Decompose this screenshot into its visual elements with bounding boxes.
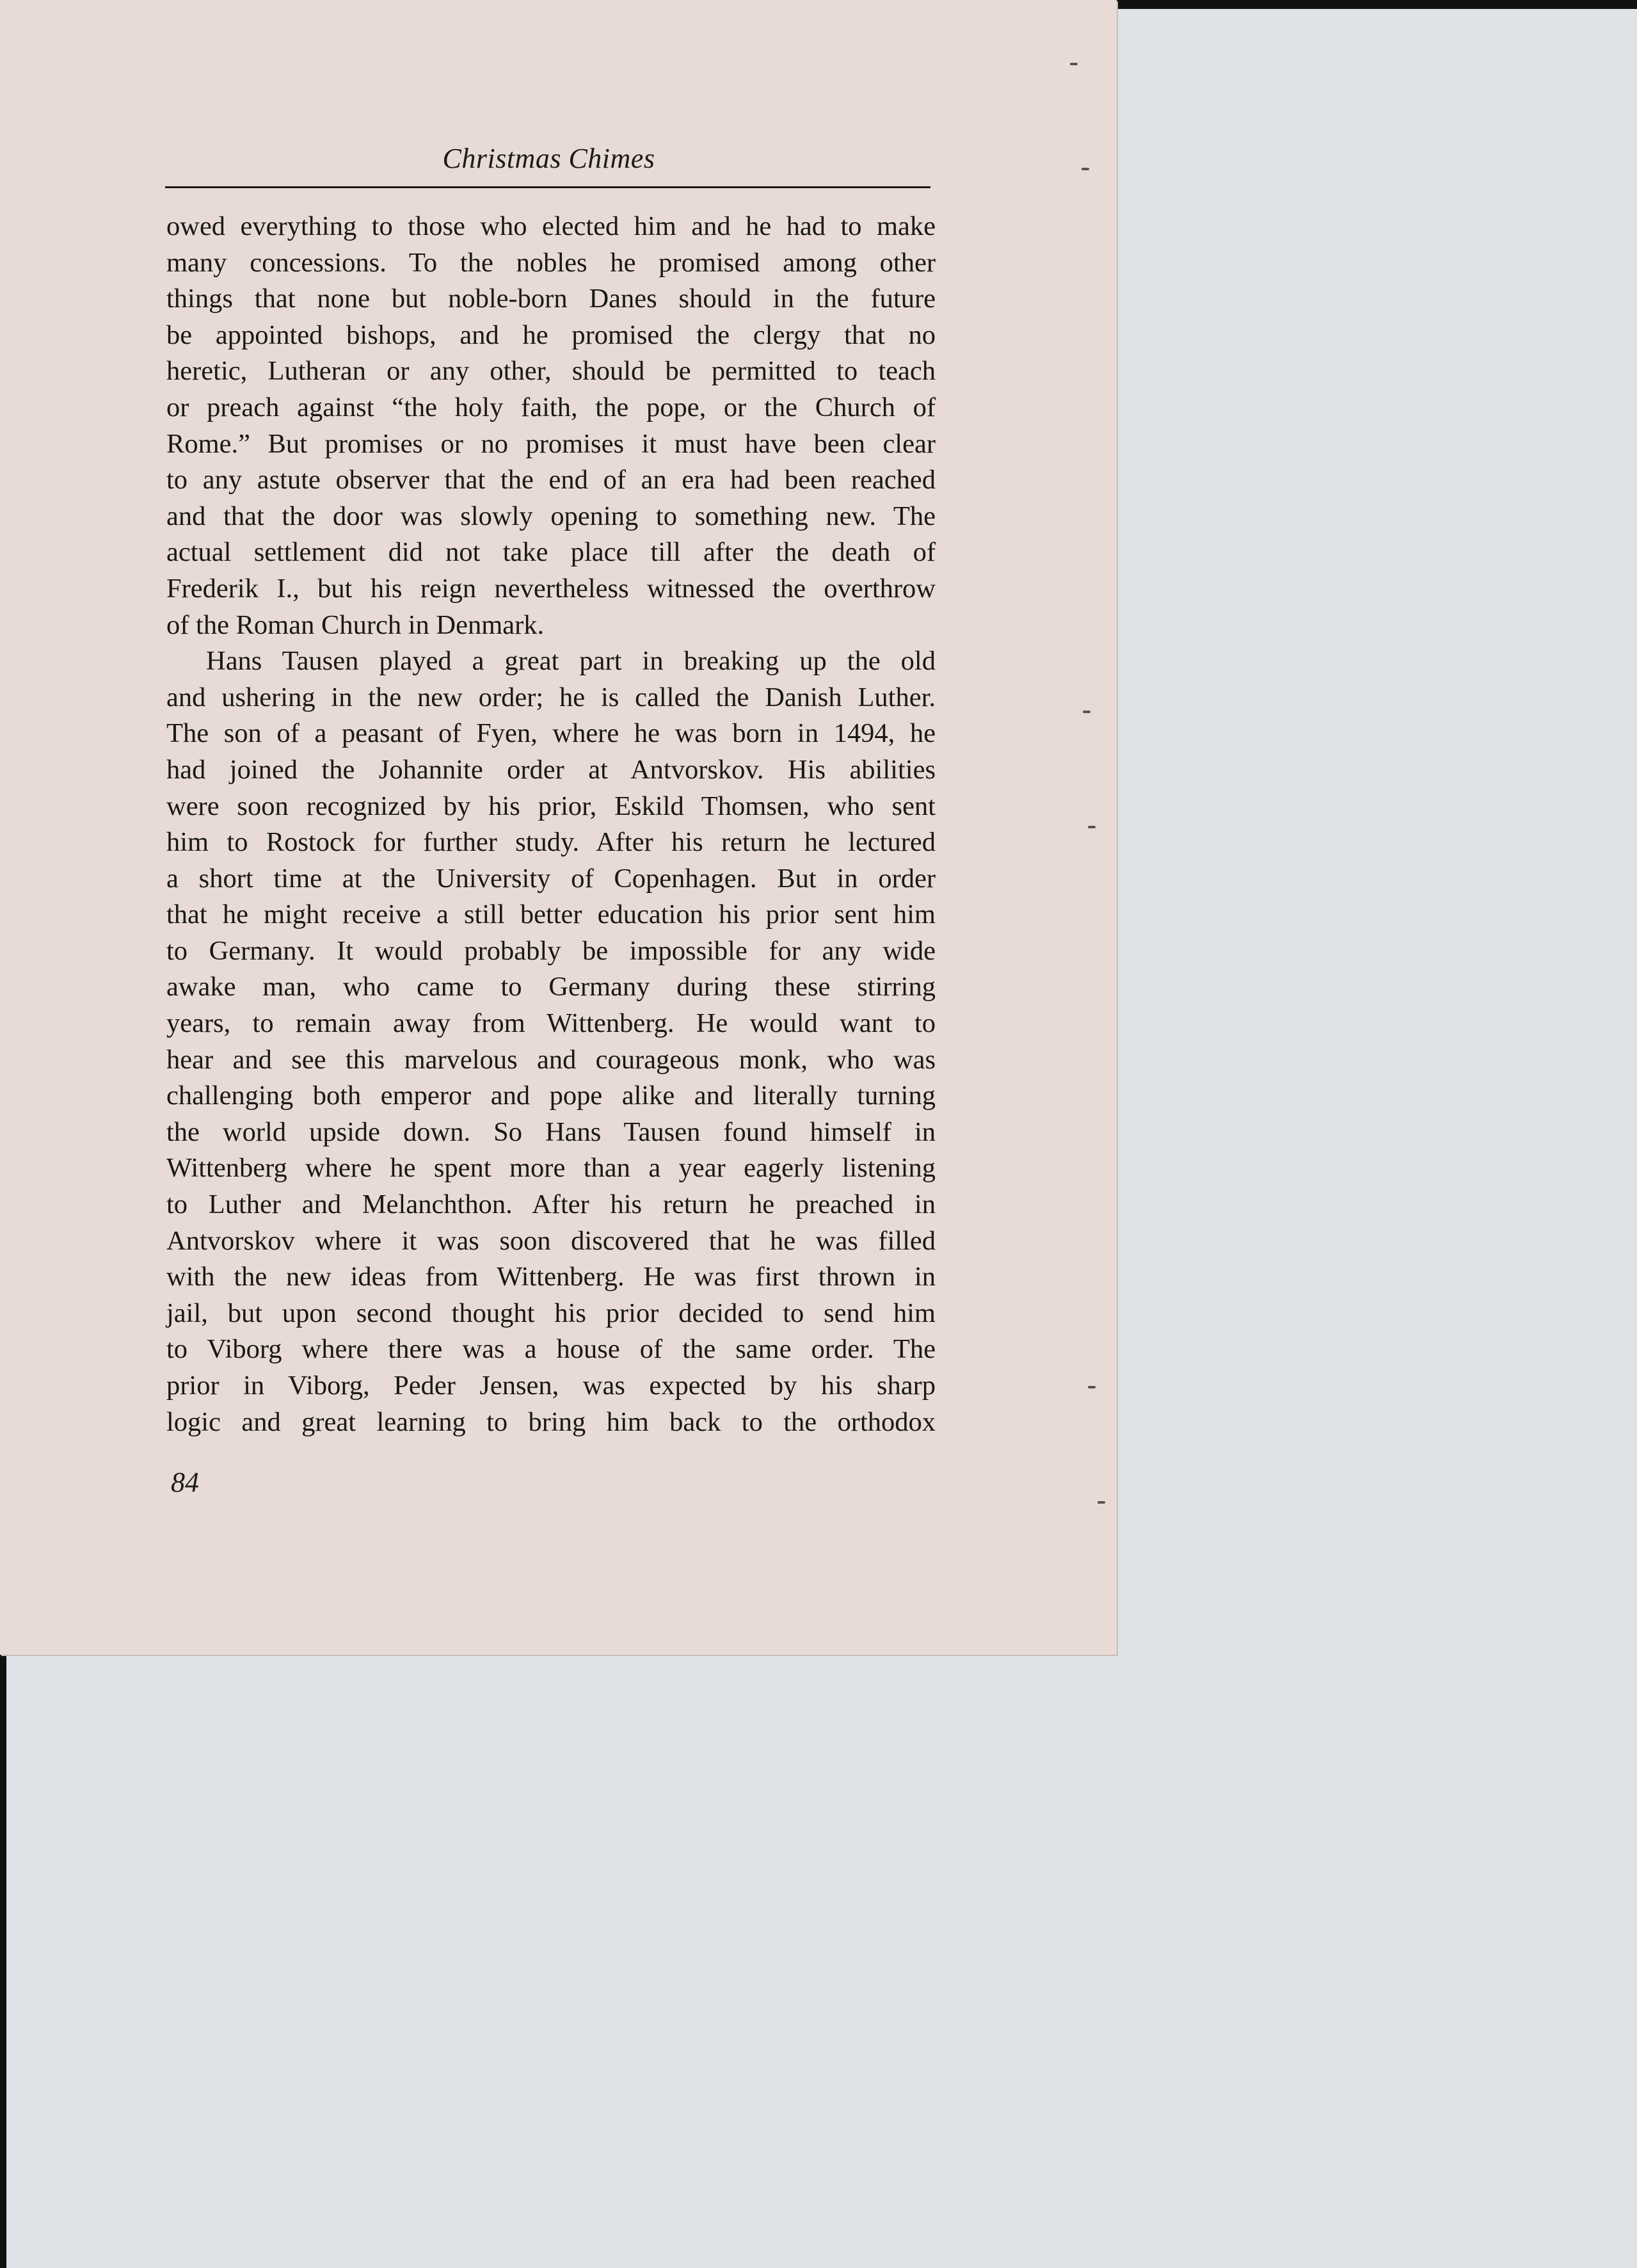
scanner-edge-top [1114,0,1637,9]
text-line: him to Rostock for further study. After his return he lectured [166,827,936,858]
text-line: or preach against “the holy faith, the pope, or the Church of [166,392,936,422]
text-line: owed everything to those who elected him and he had to make [166,211,936,241]
text-line: with the new ideas from Wittenberg. He was first thrown in [166,1262,936,1292]
text-line: prior in Viborg, Peder Jensen, was expected by his sharp [166,1371,936,1401]
text-line: to any astute observer that the end of an era had been reached [166,465,936,495]
binding-hole-mark [1083,711,1090,713]
text-line: The son of a peasant of Fyen, where he was born in 1494, he [166,718,936,749]
text-line: awake man, who came to Germany during these stirring [166,972,936,1002]
binding-hole-mark [1070,63,1078,65]
text-line: actual settlement did not take place till after the death of [166,537,936,568]
running-head: Christmas Chimes [442,143,655,174]
text-line: heretic, Lutheran or any other, should be permitted to teach [166,356,936,387]
text-line: things that none but noble-born Danes should in the future [166,284,936,314]
text-line: to Viborg where there was a house of the same order. The [166,1334,936,1365]
text-line: years, to remain away from Wittenberg. He would want to [166,1008,936,1039]
text-line: of the Roman Church in Denmark. [166,609,545,640]
text-line: that he might receive a still better education his prior sent him [166,899,936,930]
text-line: Hans Tausen played a great part in breaking up the old [206,646,936,677]
text-line: to Luther and Melanchthon. After his return he preached in [166,1189,936,1220]
text-line: the world upside down. So Hans Tausen found himself in [166,1116,936,1147]
text-line: had joined the Johannite order at Antvorskov. His abilities [166,754,936,785]
text-line: logic and great learning to bring him back to the orthodox [166,1406,936,1437]
text-line: Wittenberg where he spent more than a year eagerly listening [166,1153,936,1184]
text-line: a short time at the University of Copenhagen. But in order [166,863,936,894]
book-page [0,0,1117,1655]
text-line: jail, but upon second thought his prior decided to send him [166,1298,936,1328]
body-text [166,209,936,1440]
text-line: and ushering in the new order; he is called the Danish Luther. [166,682,936,712]
text-line: many concessions. To the nobles he promised among other [166,247,936,278]
text-line: be appointed bishops, and he promised the clergy that no [166,319,936,350]
header-rule [165,186,930,188]
text-line: Rome.” But promises or no promises it must have been clear [166,428,936,459]
text-line: were soon recognized by his prior, Eskild Thomsen, who sent [166,791,936,821]
binding-hole-mark [1098,1501,1105,1504]
scanner-edge-left [0,1655,6,2268]
text-line: hear and see this marvelous and courageous monk, who was [166,1044,936,1075]
text-line: to Germany. It would probably be impossible for any wide [166,935,936,966]
binding-hole-mark [1088,1386,1096,1388]
page-number: 84 [171,1467,199,1498]
text-line: challenging both emperor and pope alike and literally turning [166,1081,936,1111]
text-line: and that the door was slowly opening to something new. The [166,501,936,531]
text-line: Frederik I., but his reign nevertheless witnessed the overthrow [166,573,936,604]
binding-hole-mark [1082,168,1089,170]
text-line: Antvorskov where it was soon discovered that he was filled [166,1225,936,1256]
binding-hole-mark [1088,826,1096,828]
